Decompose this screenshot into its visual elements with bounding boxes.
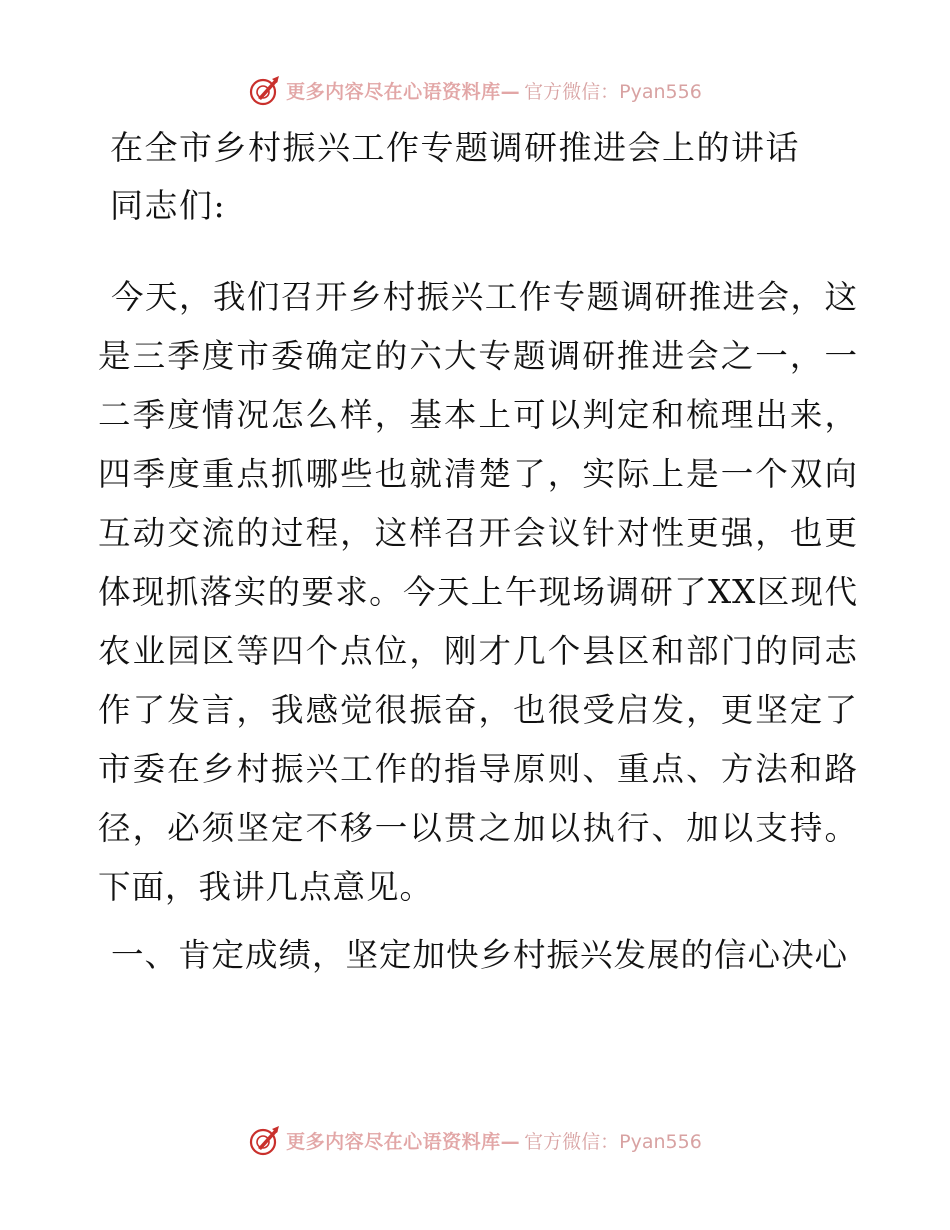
footer-banner xyxy=(0,1122,950,1158)
header-banner xyxy=(0,72,950,108)
document-title: 在全市乡村振兴工作专题调研推进会上的讲话 xyxy=(110,128,800,167)
footer-banner-contact: 官方微信：Pyan556 xyxy=(524,1130,702,1153)
body-paragraph: 今天，我们召开乡村振兴工作专题调研推进会，这是三季度市委确定的六大专题调研推进会之一，一二季度情况怎么样，基本上可以判定和梳理出来，四季度重点抓哪些也就清楚了，实际上是一个双向互动交流的过程，这样召开会议针对性更强，也更体现抓落实的要求。今天上午现场调研了XX区现代农业园区等四个点位，刚才几个县区和部门的同志作了发言，我感觉很振奋，也很受启发，更坚定了市委在乡村振兴工作的指导原则、重点、方法和路径，必须坚定不移一以贯之加以执行、加以支持。下面，我讲几点意见。 xyxy=(98,278,858,906)
footer-banner-text: 更多内容尽在心语资料库— xyxy=(286,1130,521,1153)
section-heading: 一、肯定成绩，坚定加快乡村振兴发展的信心决心 xyxy=(111,936,849,974)
header-banner-text: 更多内容尽在心语资料库— xyxy=(286,80,521,103)
salutation: 同志们: xyxy=(110,186,227,225)
quill-pen-circle-icon xyxy=(248,73,282,107)
header-banner-contact: 官方微信：Pyan556 xyxy=(524,80,702,103)
quill-pen-circle-icon xyxy=(248,1123,282,1157)
